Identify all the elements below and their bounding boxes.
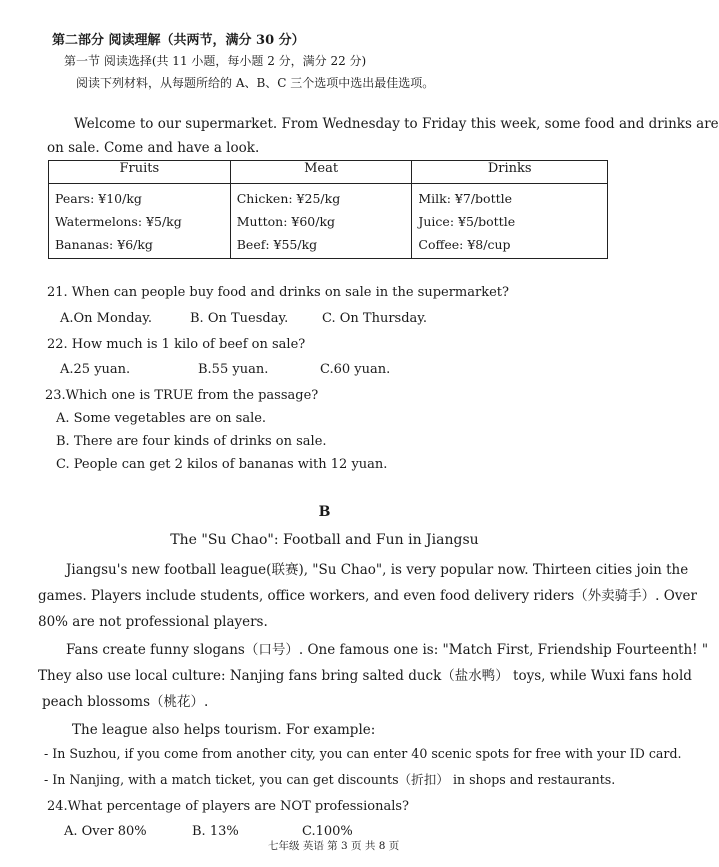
section-title: 第一节 阅读选择(共 11 小题，每小题 2 分，满分 22 分) [64, 54, 367, 68]
cell-line: Milk: ¥7/bottle [418, 191, 513, 206]
cell-line: Beef: ¥55/kg [236, 237, 318, 252]
question-22: 22. How much is 1 kilo of beef on sale? [47, 337, 306, 352]
column-header: Drinks [412, 161, 608, 184]
cell-line: Watermelons: ¥5/kg [55, 214, 182, 229]
question-24: 24.What percentage of players are NOT professionals? [47, 799, 410, 814]
passage-b-line: games. Players include students, office workers, and even food delivery riders（外卖骑手）. Over [38, 588, 697, 604]
cell-line: Chicken: ¥25/kg [236, 191, 341, 206]
instruction: 阅读下列材料，从每题所给的 A、B、C 三个选项中选出最佳选项。 [76, 76, 435, 90]
q23-option-b: B. There are four kinds of drinks on sale. [56, 434, 327, 449]
column-header: Fruits [49, 161, 231, 184]
q23-option-c: C. People can get 2 kilos of bananas with 12 yuan. [56, 457, 388, 472]
part-title: 第二部分 阅读理解（共两节，满分 30 分） [52, 33, 305, 48]
cell-line: Juice: ¥5/bottle [418, 214, 516, 229]
passage-b-line: 80% are not professional players. [38, 614, 268, 630]
q24-option-b: B. 13% [192, 824, 239, 839]
question-21: 21. When can people buy food and drinks on sale in the supermarket? [47, 285, 509, 300]
passage-a-line-2: on sale. Come and have a look. [47, 140, 260, 156]
q21-option-c: C. On Thursday. [322, 311, 428, 326]
table-row [49, 184, 608, 259]
q22-option-a: A.25 yuan. [60, 362, 131, 377]
passage-b-title: The "Su Chao": Football and Fun in Jiangsu [170, 532, 479, 548]
q21-option-b: B. On Tuesday. [190, 311, 289, 326]
passage-b-label: B [318, 504, 331, 520]
table-cell [49, 184, 231, 259]
passage-b-line: Jiangsu's new football league(联赛), "Su Chao", is very popular now. Thirteen cities join the [66, 562, 689, 578]
q24-option-a: A. Over 80% [64, 824, 147, 839]
page-footer: 七年级 英语 第 3 页 共 8 页 [268, 840, 400, 852]
passage-a-line-1: Welcome to our supermarket. From Wednesday to Friday this week, some food and drinks are [74, 116, 719, 132]
sale-table [48, 160, 608, 259]
passage-b-line: - In Nanjing, with a match ticket, you can get discounts（折扣） in shops and restaurants. [44, 772, 616, 787]
q24-option-c: C.100% [302, 824, 353, 839]
passage-b-line: Fans create funny slogans（口号）. One famous one is: "Match First, Friendship Fourteenth! " [66, 642, 709, 658]
cell-line: Bananas: ¥6/kg [55, 237, 153, 252]
passage-b-line: They also use local culture: Nanjing fans bring salted duck（盐水鸭） toys, while Wuxi fans hold [38, 668, 692, 684]
table-cell [412, 184, 608, 259]
q22-option-c: C.60 yuan. [320, 362, 391, 377]
passage-b-line: The league also helps tourism. For example: [72, 722, 376, 738]
table-header-row [49, 161, 608, 184]
table-cell [230, 184, 412, 259]
column-header: Meat [230, 161, 412, 184]
cell-line: Pears: ¥10/kg [55, 191, 142, 206]
cell-line: Mutton: ¥60/kg [236, 214, 336, 229]
cell-line: Coffee: ¥8/cup [418, 237, 511, 252]
question-23: 23.Which one is TRUE from the passage? [45, 388, 319, 403]
q22-option-b: B.55 yuan. [198, 362, 269, 377]
q23-option-a: A. Some vegetables are on sale. [56, 411, 267, 426]
passage-b-line: - In Suzhou, if you come from another city, you can enter 40 scenic spots for free with your ID card. [44, 746, 682, 761]
q21-option-a: A.On Monday. [60, 311, 153, 326]
passage-b-line: peach blossoms（桃花）. [42, 694, 209, 710]
